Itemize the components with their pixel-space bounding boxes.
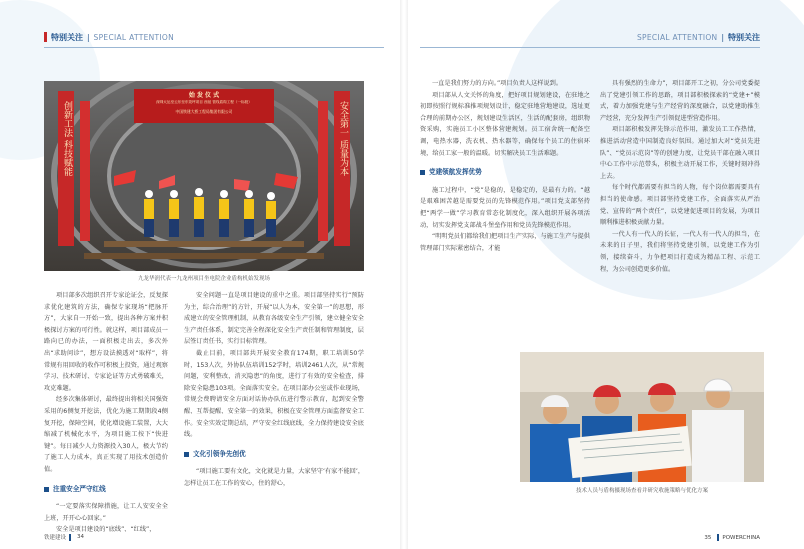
section-heading <box>44 484 168 496</box>
left-header-title: 特别关注 <box>51 32 83 42</box>
workers-illustration <box>520 352 764 482</box>
paragraph: “项目施工要有文化，文化就是力量，大家坚守‘有家不能回’，怎样让员工在工作的安心，住的舒心， <box>184 468 365 487</box>
footer-bar <box>69 534 71 541</box>
page-spine <box>400 0 408 549</box>
column-d <box>600 78 760 275</box>
footer-magazine-name: POWERCHINA <box>722 534 760 541</box>
section-heading <box>184 449 364 461</box>
page-number-right: 35 <box>704 534 712 541</box>
right-header-title: 特别关注 <box>728 32 760 42</box>
section-heading-text: 党建领航发挥优势 <box>429 168 482 177</box>
photo1-caption: 九龙华润代表一九龙州项目坐电院企业盾构机始发现场 <box>137 276 270 282</box>
banner-title: 始 发 仪 式 <box>188 92 220 99</box>
section-marker <box>44 487 49 492</box>
section-heading-text: 注重安全严守红线 <box>53 484 106 493</box>
footer-magazine-name: 铁建建设 <box>44 535 67 541</box>
left-page-header <box>44 30 174 44</box>
paragraph: 项目部多次组织召开专家论证会，反复探求优化建筑的方法，确保专家现场“把脉开方”，大家自一开始一致，提出各种方案并积极探讨方案的可行性。就这样，项目部成员一路向已的办法，一面积极走出去，多次外出“求助问诊”，想方设法摸透对“取样”，将常规有用回收的收作可积极上投资，通过观察学习、技术研讨、专家论证等方式勇破难关，攻克难题。 <box>44 292 168 392</box>
right-slogan: 安全第一 质量为本 <box>338 101 348 176</box>
left-footer <box>44 533 87 541</box>
paragraph: 项目部积极发挥先锋示范作用，激发员工工作热情，推进活动营造中国制造良好氛围。通过加大对“党员先进队”、“党员示范岗”等的创建力度，让党员干部在融入项目中心工作中示范带头，积极主动开展工作，关键时刻冲得上去。 <box>600 126 760 180</box>
paragraph: 安全问题一直是项目建设的重中之重。项目部坚持实行“预防为主，综合治理”的方针，开展“以人为本，安全第一”的思想，形成建立的安全管理机制，从教育各级安全生产引领，建立健全安全生产责任体系，制定完善全程深化安全生产责任制和管理制度，层层签订责任书，实行目标管理。 <box>184 292 364 346</box>
page-number-left: 34 <box>77 534 85 540</box>
paragraph: 施工过程中，“党”是稳的，是稳定的，是最有力的。“越是艰难困苦越是需要党员的先锋模范作用。”项目党支部坚持把“两学一做”学习教育常态化制度化，深入组织开展各项活动，切实发挥党支部战斗堡垒作用和党员先锋模范作用。 <box>420 186 590 229</box>
section-marker <box>184 452 189 457</box>
right-header-subtitle: SPECIAL ATTENTION <box>636 32 718 42</box>
column-b <box>184 290 364 490</box>
right-footer <box>701 534 760 541</box>
right-header-rule <box>420 47 760 48</box>
paragraph: 一直是我们努力的方向。”项目负责人这样说到。 <box>432 80 563 87</box>
left-header-rule <box>44 47 384 48</box>
paragraph: 一代人有一代人的长征，一代人有一代人的担当，在未来的日子里，我们将坚持党建引领，以党建工作为引领，接续奋斗，力争把项目打造成为精品工程、示范工程，为公司创造更多价值。 <box>600 230 760 273</box>
footer-bar <box>717 534 719 541</box>
banner-line-2: 深圳大运至云东至东莞坪项目 西延 管线盾构工程（一标段） <box>156 100 252 104</box>
header-accent-bar <box>44 32 47 42</box>
header-separator: | <box>721 32 724 42</box>
paragraph: 截止目前，项目部共开展安全教育174期，职工培训50学时，153人次，外协队伍培训152学时，培训2461人次，从“常规问题，安利整改，消灭隐患”的角度，进行了有效的安全检查，排除安全隐患103项。全面落实安全。在项目部办公室或作业现场，常规会费聘请安全方面对话协办队伍进行警示教育，起到安全警醒、互帮提醒、安全第一的效果，积极在安全管理方面监督安全工作。安全实效定期总结，严守安全红线底线，全力保持建设安全底线。 <box>184 349 364 439</box>
paragraph: 具有强烈的生命力”，项目部开工之初，分公司党委提出了党建引领工作的思路，项目部积极探索的“党建+”模式，着力加强党建与生产经营的深度融合，以党建助推生产经营，充分发挥生产引领促进型营造作用。 <box>600 80 760 122</box>
paragraph: “明明党员们都给我们把项目生产实际，与施工生产与提供管理部门实际紧密结合，才能 <box>420 233 590 252</box>
left-slogan: 创新工法 科技赋能 <box>62 101 72 176</box>
section-heading <box>420 167 590 179</box>
photo-ceremony <box>44 81 364 271</box>
paragraph: 每个时代都需要有担当的人物，每个岗位都需要具有担当的使命感。项目部坚持党建工作，全面落实从严治党、宣传的“两个责任”，以党建促进项目的发展，为项目顺利推进积极贡献力量。 <box>600 184 760 227</box>
column-c <box>420 78 590 254</box>
left-header-subtitle: SPECIAL ATTENTION <box>93 32 175 42</box>
paragraph: “一定要落实保障措施，让工人安安全全上班，开开心心回家。” <box>44 503 168 522</box>
photo-workers <box>520 352 764 482</box>
section-heading-text: 文化引领争先创优 <box>193 449 246 458</box>
paragraph: 安全是项目建设的“底线”、“红线”， <box>56 526 156 534</box>
paragraph: 项目部从人文关怀的角度，把好项目规划建设，在驻地之初即按照行规标准推项规划设计，稳定驻地营地建设，选址更合理的前期办公区，规划建设生活区，生活的配套房，组织物资采购，实施员工小区整体营建规划。员工宿舍统一配备空调，电热水器，洗衣机、热水器等，确保每个员工的住宿环境，给员工家一般的温暖。切实解决员工生活难题。 <box>420 91 590 157</box>
section-marker <box>420 170 425 175</box>
paragraph: 经多次集体研讨，最终提出将相关国强资采用的6侧复开挖法，优化为施工期期段4侧复开挖，保障空间，优化增设施工装置，大大缩减了机械化水平，为项目施工按下“快进键”。每日减少人力资源投入30人，极大节约了施工人力成本，真正实现了用技术创造价值。 <box>44 396 168 473</box>
right-page-header <box>637 30 760 44</box>
column-a <box>44 290 168 536</box>
photo2-caption: 技术人员与盾构摄现场查看并研究收施策略与优化方案 <box>575 488 708 494</box>
banner-line-3: 中国铁建大桥工程局集团有限公司 <box>175 109 233 114</box>
header-separator: | <box>87 32 90 42</box>
